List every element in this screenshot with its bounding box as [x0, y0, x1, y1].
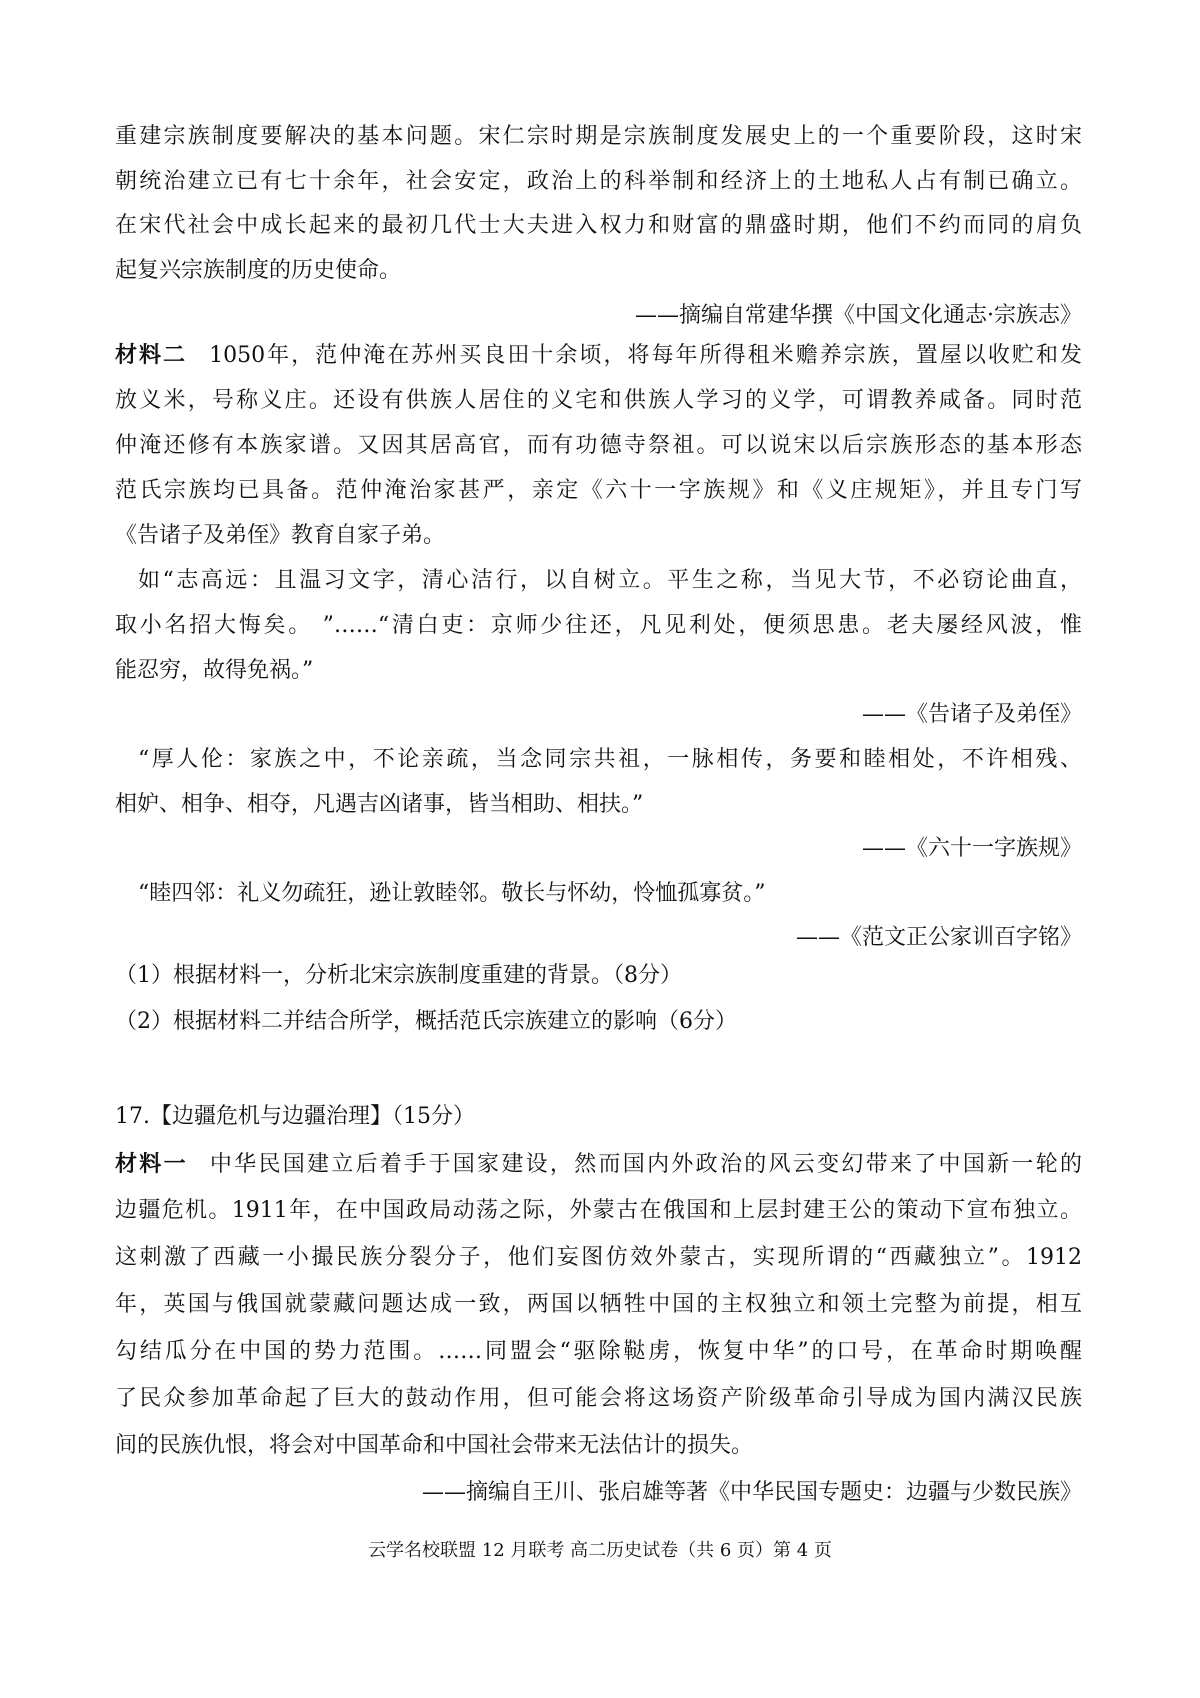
quote-source: ——《告诸子及弟侄》 — [861, 702, 1082, 727]
text-line: 了民众参加革命起了巨大的鼓动作用，但可能会将这场资产阶级革命引导成为国内满汉民族 — [115, 1386, 1082, 1411]
text-line: 这刺激了西藏一小撮民族分裂分子，他们妄图仿效外蒙古，实现所谓的“西藏独立”。1912 — [115, 1245, 1082, 1270]
material-source: ——摘编自王川、张启雄等著《中华民国专题史：边疆与少数民族》 — [421, 1480, 1082, 1505]
text-line: 年，英国与俄国就蒙藏问题达成一致，两国以牺牲中国的主权独立和领土完整为前提，相互 — [115, 1292, 1082, 1317]
text-line — [115, 1149, 1082, 1179]
quote-line: 如“志高远：且温习文字，清心洁行，以自树立。平生之称，当见大节，不必窃论曲直， — [138, 568, 1082, 593]
material-2-label: 材料二 — [115, 342, 188, 368]
quote-line: 能忍穷，故得免祸。” — [115, 658, 314, 683]
text-line: 放义米，号称义庄。还设有供族人居住的义宅和供族人学习的义学，可谓教养咸备。同时范 — [115, 388, 1082, 413]
text-line: 仲淹还修有本族家谱。又因其居高官，而有功德寺祭祖。可以说宋以后宗族形态的基本形态 — [115, 433, 1082, 458]
text-line: 重建宗族制度要解决的基本问题。宋仁宗时期是宗族制度发展史上的一个重要阶段，这时宋 — [115, 124, 1082, 149]
quote-line: “厚人伦：家族之中，不论亲疏，当念同宗共祖，一脉相传，务要和睦相处，不许相残、 — [138, 747, 1082, 772]
quote-line: 取小名招大悔矣。 ”……“清白吏：京师少往还，凡见利处，便须思患。老夫屡经风波，惟 — [115, 613, 1082, 638]
text-line: 《告诸子及弟侄》教育自家子弟。 — [115, 523, 446, 548]
text: 1050年，范仲淹在苏州买良田十余顷，将每年所得租米赡养宗族，置屋以收贮和发 — [209, 343, 1082, 368]
text-line: 范氏宗族均已具备。范仲淹治家甚严，亲定《六十一字族规》和《义庄规矩》，并且专门写 — [115, 478, 1082, 503]
material-1-source: ——摘编自常建华撰《中国文化通志·宗族志》 — [635, 303, 1082, 328]
quote-source: ——《范文正公家训百字铭》 — [795, 925, 1082, 950]
text-line: 在宋代社会中成长起来的最初几代士大夫进入权力和财富的鼎盛时期，他们不约而同的肩负 — [115, 213, 1082, 238]
quote-source: ——《六十一字族规》 — [861, 836, 1082, 861]
question-2: （2）根据材料二并结合所学，概括范氏宗族建立的影响（6分） — [115, 1009, 737, 1034]
text-line — [115, 340, 1082, 370]
quote-line: 相妒、相争、相夺，凡遇吉凶诸事，皆当相助、相扶。” — [115, 792, 644, 817]
text-line: 边疆危机。1911年，在中国政局动荡之际，外蒙古在俄国和上层封建王公的策动下宣布独立。 — [115, 1198, 1082, 1223]
text-line: 朝统治建立已有七十余年，社会安定，政治上的科举制和经济上的土地私人占有制已确立。 — [115, 169, 1082, 194]
text-line: 勾结瓜分在中国的势力范围。……同盟会“驱除鞑虏，恢复中华”的口号，在革命时期唤醒 — [115, 1339, 1082, 1364]
page-footer: 云学名校联盟 12 月联考 高二历史试卷（共 6 页）第 4 页 — [368, 1540, 832, 1561]
text-line: 间的民族仇恨，将会对中国革命和中国社会带来无法估计的损失。 — [115, 1433, 754, 1458]
question-heading: 17.【边疆危机与边疆治理】（15分） — [115, 1104, 475, 1129]
quote-line: “睦四邻：礼义勿疏狂，逊让敦睦邻。敬长与怀幼，怜恤孤寡贫。” — [138, 881, 766, 906]
question-1: （1）根据材料一，分析北宋宗族制度重建的背景。（8分） — [115, 963, 682, 988]
text-line: 起复兴宗族制度的历史使命。 — [115, 258, 402, 283]
material-1-label: 材料一 — [115, 1151, 188, 1177]
text: 中华民国建立后着手于国家建设，然而国内外政治的风云变幻带来了中国新一轮的 — [209, 1152, 1082, 1177]
